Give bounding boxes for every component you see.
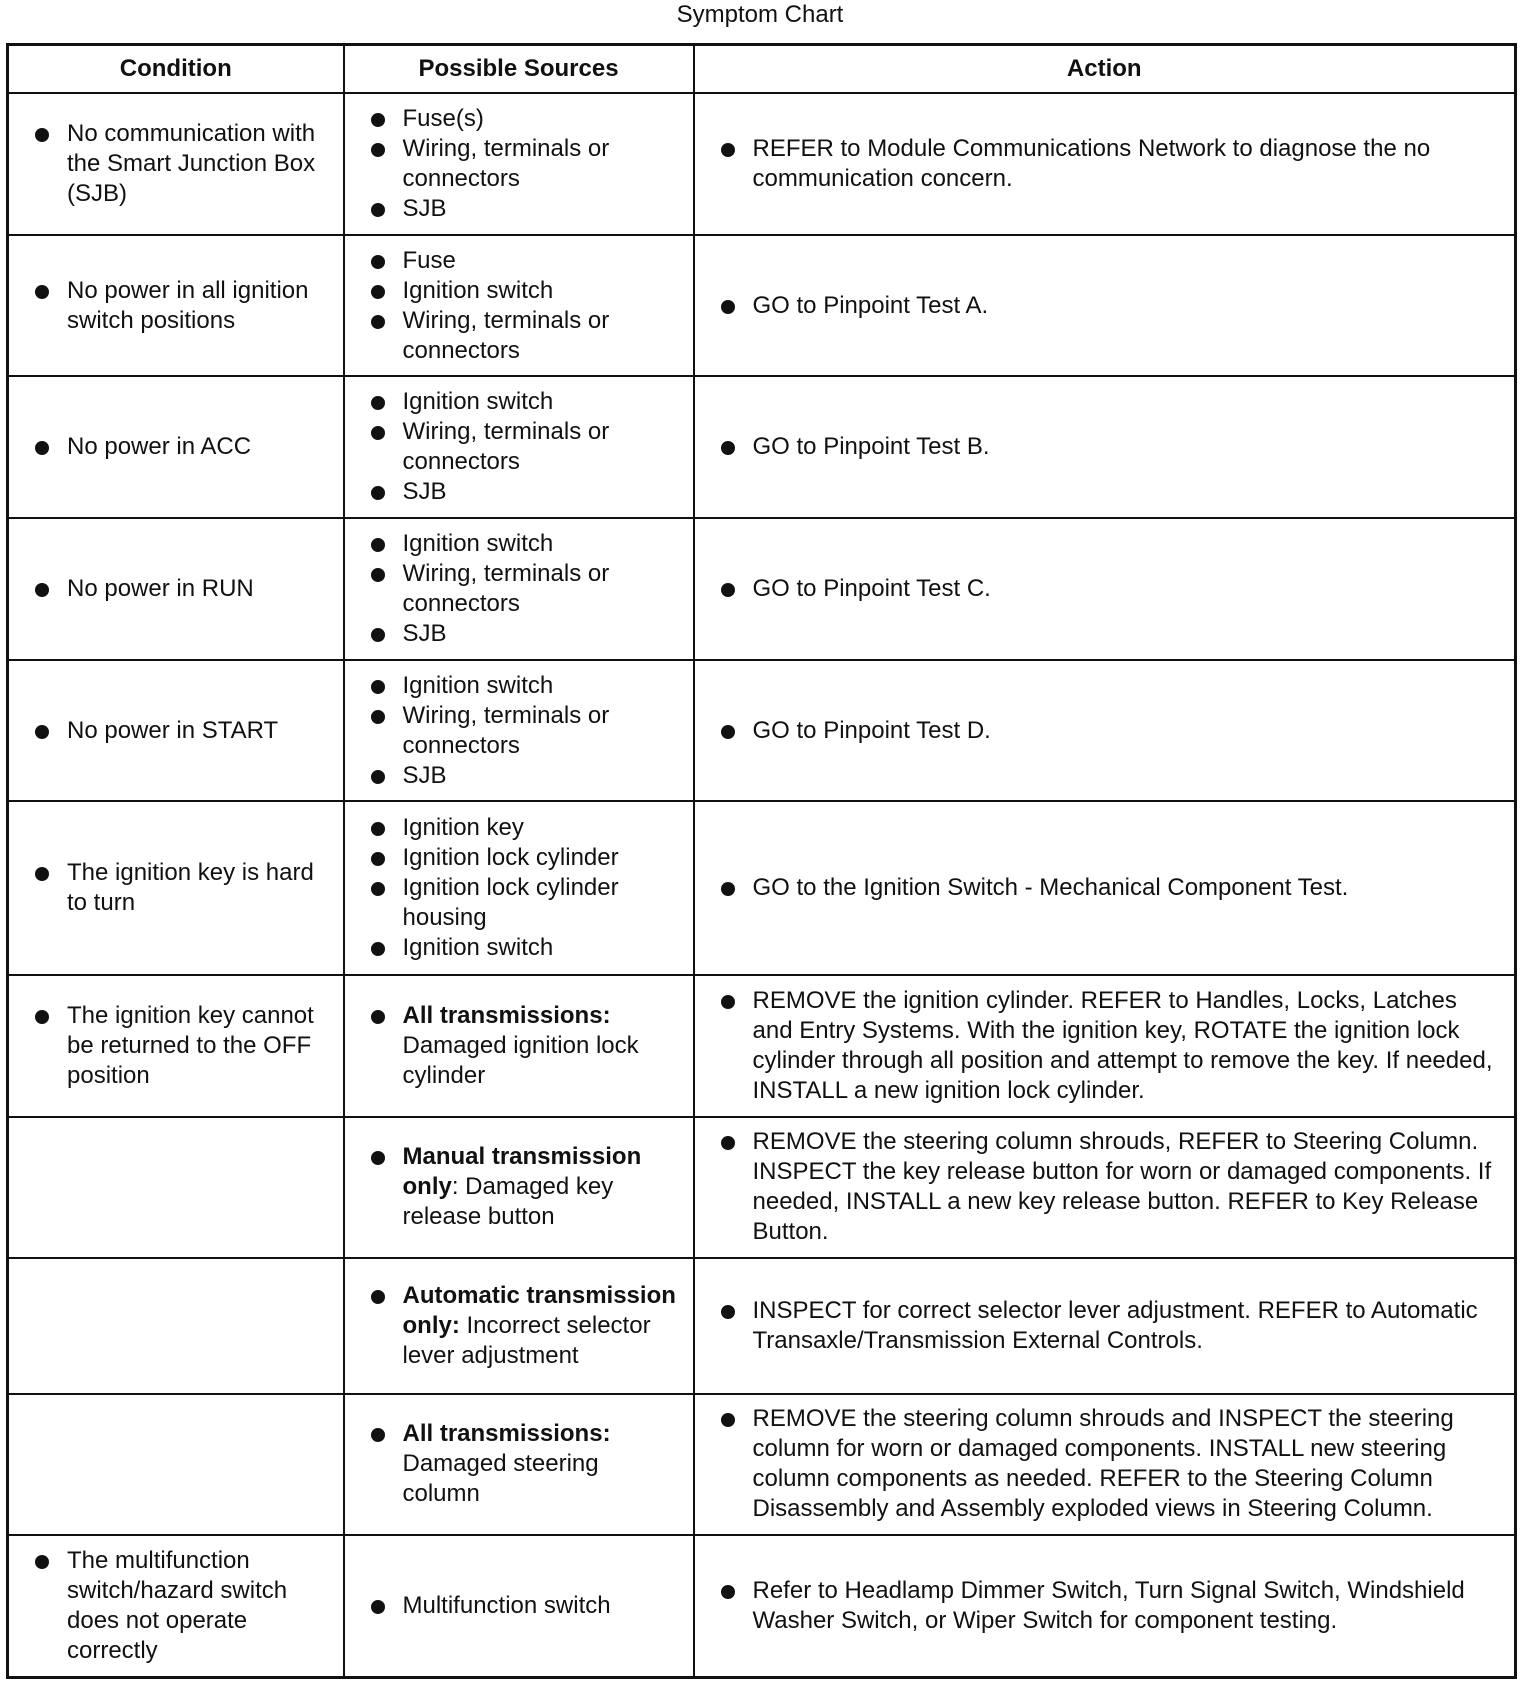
action-item	[695, 134, 1505, 194]
action-cell	[694, 235, 1516, 377]
action-cell	[694, 660, 1516, 802]
bullet-icon	[371, 770, 385, 784]
source-label: All transmissions:	[402, 1420, 611, 1448]
bullet-icon	[371, 315, 385, 329]
source-text: SJB	[402, 194, 447, 222]
action-item	[695, 1576, 1505, 1636]
condition-cell	[8, 93, 344, 235]
action-item	[695, 291, 1505, 321]
condition-cell	[8, 1258, 344, 1393]
condition-cell	[8, 1535, 344, 1677]
header-row	[8, 45, 1516, 94]
bullet-icon	[371, 822, 385, 836]
action-text: REMOVE the steering column shrouds, REFER to Steering Column. INSPECT the key release button for worn or damaged components. If needed, INSTALL a new key release button. REFER to Key Release Button.	[752, 1128, 1492, 1246]
action-cell	[694, 801, 1516, 974]
table-row	[8, 1535, 1516, 1677]
bullet-icon	[35, 1010, 49, 1024]
source-text: Ignition switch	[402, 934, 554, 962]
source-item	[345, 671, 683, 701]
action-cell	[694, 975, 1516, 1117]
action-item	[695, 986, 1505, 1106]
bullet-icon	[35, 128, 49, 142]
source-text: Wiring, terminals or connectors	[402, 559, 610, 617]
bullet-icon	[721, 583, 735, 597]
source-item	[345, 1001, 683, 1091]
header-possible-sources: Possible Sources	[344, 45, 694, 94]
bullet-icon	[721, 882, 735, 896]
source-item	[345, 619, 683, 649]
chart-title: Symptom Chart	[676, 1, 844, 28]
possible-sources-cell	[344, 235, 694, 377]
condition-cell	[8, 518, 344, 660]
bullet-icon	[721, 1305, 735, 1319]
condition-text: No power in START	[67, 716, 279, 744]
bullet-icon	[35, 441, 49, 455]
action-text: GO to Pinpoint Test B.	[752, 433, 990, 461]
source-item	[345, 387, 683, 417]
source-item	[345, 134, 683, 194]
source-item	[345, 477, 683, 507]
possible-sources-cell	[344, 518, 694, 660]
action-text: GO to the Ignition Switch - Mechanical Component Test.	[752, 874, 1349, 902]
bullet-icon	[371, 1151, 385, 1165]
bullet-icon	[35, 867, 49, 881]
source-text: : Damaged key release button	[402, 1173, 614, 1231]
bullet-icon	[371, 538, 385, 552]
table-row	[8, 801, 1516, 974]
condition-text: No power in RUN	[67, 574, 254, 602]
condition-text: No power in ACC	[67, 433, 252, 461]
table-row	[8, 1117, 1516, 1259]
source-text: Ignition switch	[402, 276, 554, 304]
possible-sources-cell	[344, 660, 694, 802]
source-text: SJB	[402, 619, 447, 647]
condition-item	[9, 858, 333, 918]
source-item	[345, 843, 683, 873]
source-item	[345, 813, 683, 843]
bullet-icon	[721, 1585, 735, 1599]
source-text: Ignition lock cylinder	[402, 844, 619, 872]
possible-sources-cell	[344, 975, 694, 1117]
bullet-icon	[721, 1136, 735, 1150]
bullet-icon	[35, 583, 49, 597]
source-text: Fuse(s)	[402, 104, 484, 132]
bullet-icon	[371, 1010, 385, 1024]
source-label: Automatic transmission only:	[402, 1281, 676, 1339]
bullet-icon	[721, 143, 735, 157]
action-text: REMOVE the steering column shrouds and INSPECT the steering column for worn or damaged components. INSTALL new steering column components as needed. REFER to the Steering Column Disassembly and Assembly exploded views in Steering Column.	[752, 1405, 1454, 1523]
bullet-icon	[371, 628, 385, 642]
condition-text: No power in all ignition switch positions	[67, 276, 309, 334]
source-item	[345, 873, 683, 933]
bullet-icon	[35, 285, 49, 299]
condition-text: No communication with the Smart Junction Box (SJB)	[67, 119, 316, 207]
bullet-icon	[371, 942, 385, 956]
condition-cell	[8, 975, 344, 1117]
condition-item	[9, 1001, 333, 1091]
table-row	[8, 975, 1516, 1117]
condition-item	[9, 432, 333, 462]
bullet-icon	[721, 995, 735, 1009]
action-cell	[694, 1394, 1516, 1536]
bullet-icon	[371, 882, 385, 896]
action-item	[695, 432, 1505, 462]
source-text: Damaged steering column	[402, 1450, 599, 1508]
possible-sources-cell	[344, 376, 694, 518]
possible-sources-cell	[344, 1258, 694, 1393]
bullet-icon	[35, 725, 49, 739]
table-row	[8, 93, 1516, 235]
condition-cell	[8, 801, 344, 974]
condition-item	[9, 716, 333, 746]
action-text: INSPECT for correct selector lever adjustment. REFER to Automatic Transaxle/Transmission External Controls.	[752, 1296, 1478, 1354]
action-item	[695, 574, 1505, 604]
condition-item	[9, 1546, 333, 1666]
condition-cell	[8, 660, 344, 802]
action-text: REMOVE the ignition cylinder. REFER to Handles, Locks, Latches and Entry Systems. With the ignition key, ROTATE the ignition lock cylinder through all position and attempt to remove the key. If needed, INSTALL a new ignition lock cylinder.	[752, 986, 1493, 1104]
source-item	[345, 276, 683, 306]
action-item	[695, 1127, 1505, 1247]
source-text: Wiring, terminals or connectors	[402, 306, 610, 364]
source-text: Multifunction switch	[402, 1592, 611, 1620]
condition-cell	[8, 1117, 344, 1259]
action-cell	[694, 518, 1516, 660]
possible-sources-cell	[344, 801, 694, 974]
source-item	[345, 246, 683, 276]
bullet-icon	[371, 680, 385, 694]
bullet-icon	[371, 285, 385, 299]
source-item	[345, 1281, 683, 1371]
action-text: Refer to Headlamp Dimmer Switch, Turn Signal Switch, Windshield Washer Switch, or Wiper Switch for component testing.	[752, 1577, 1465, 1635]
source-item	[345, 104, 683, 134]
bullet-icon	[35, 1555, 49, 1569]
source-item	[345, 194, 683, 224]
source-text: Fuse	[402, 246, 456, 274]
possible-sources-cell	[344, 1117, 694, 1259]
source-text: Ignition lock cylinder housing	[402, 874, 619, 932]
source-text: Ignition switch	[402, 388, 554, 416]
condition-text: The multifunction switch/hazard switch does not operate correctly	[67, 1547, 288, 1665]
action-item	[695, 716, 1505, 746]
bullet-icon	[721, 300, 735, 314]
bullet-icon	[371, 396, 385, 410]
action-item	[695, 1296, 1505, 1356]
bullet-icon	[371, 568, 385, 582]
source-text: Wiring, terminals or connectors	[402, 701, 610, 759]
source-item	[345, 417, 683, 477]
source-item	[345, 1419, 683, 1509]
source-text: Damaged ignition lock cylinder	[402, 1031, 639, 1089]
source-item	[345, 1591, 683, 1621]
source-text: Incorrect selector lever adjustment	[402, 1311, 651, 1369]
source-text: Ignition switch	[402, 671, 554, 699]
condition-item	[9, 574, 333, 604]
header-condition: Condition	[8, 45, 344, 94]
condition-cell	[8, 235, 344, 377]
action-cell	[694, 1535, 1516, 1677]
possible-sources-cell	[344, 1394, 694, 1536]
bullet-icon	[371, 143, 385, 157]
bullet-icon	[371, 852, 385, 866]
bullet-icon	[371, 710, 385, 724]
source-item	[345, 559, 683, 619]
condition-cell	[8, 376, 344, 518]
condition-text: The ignition key cannot be returned to the OFF position	[67, 1001, 314, 1089]
table-row	[8, 235, 1516, 377]
bullet-icon	[721, 441, 735, 455]
possible-sources-cell	[344, 93, 694, 235]
bullet-icon	[371, 1600, 385, 1614]
action-cell	[694, 1258, 1516, 1393]
source-label: All transmissions:	[402, 1001, 611, 1029]
action-item	[695, 873, 1505, 903]
action-text: GO to Pinpoint Test C.	[752, 574, 991, 602]
table-row	[8, 1394, 1516, 1536]
table-row	[8, 1258, 1516, 1393]
symptom-table	[6, 43, 1517, 1679]
source-item	[345, 1142, 683, 1232]
condition-cell	[8, 1394, 344, 1536]
table-row	[8, 660, 1516, 802]
action-cell	[694, 1117, 1516, 1259]
action-item	[695, 1404, 1505, 1524]
source-item	[345, 761, 683, 791]
bullet-icon	[371, 426, 385, 440]
condition-item	[9, 276, 333, 336]
action-cell	[694, 93, 1516, 235]
table-row	[8, 518, 1516, 660]
source-text: Wiring, terminals or connectors	[402, 134, 610, 192]
source-text: Ignition switch	[402, 529, 554, 557]
source-label: Manual transmission only	[402, 1143, 642, 1201]
condition-item	[9, 119, 333, 209]
source-text: SJB	[402, 478, 447, 506]
source-text: Ignition key	[402, 814, 524, 842]
source-text: SJB	[402, 761, 447, 789]
table-row	[8, 376, 1516, 518]
possible-sources-cell	[344, 1535, 694, 1677]
condition-text: The ignition key is hard to turn	[67, 859, 314, 917]
bullet-icon	[721, 1413, 735, 1427]
action-text: GO to Pinpoint Test D.	[752, 716, 991, 744]
bullet-icon	[371, 1428, 385, 1442]
bullet-icon	[371, 113, 385, 127]
source-item	[345, 529, 683, 559]
source-item	[345, 933, 683, 963]
action-text: REFER to Module Communications Network to diagnose the no communication concern.	[752, 134, 1431, 192]
bullet-icon	[371, 1290, 385, 1304]
source-text: Wiring, terminals or connectors	[402, 418, 610, 476]
bullet-icon	[371, 486, 385, 500]
source-item	[345, 701, 683, 761]
bullet-icon	[371, 203, 385, 217]
source-item	[345, 306, 683, 366]
action-text: GO to Pinpoint Test A.	[752, 291, 989, 319]
action-cell	[694, 376, 1516, 518]
header-action: Action	[694, 45, 1516, 94]
bullet-icon	[721, 725, 735, 739]
bullet-icon	[371, 255, 385, 269]
